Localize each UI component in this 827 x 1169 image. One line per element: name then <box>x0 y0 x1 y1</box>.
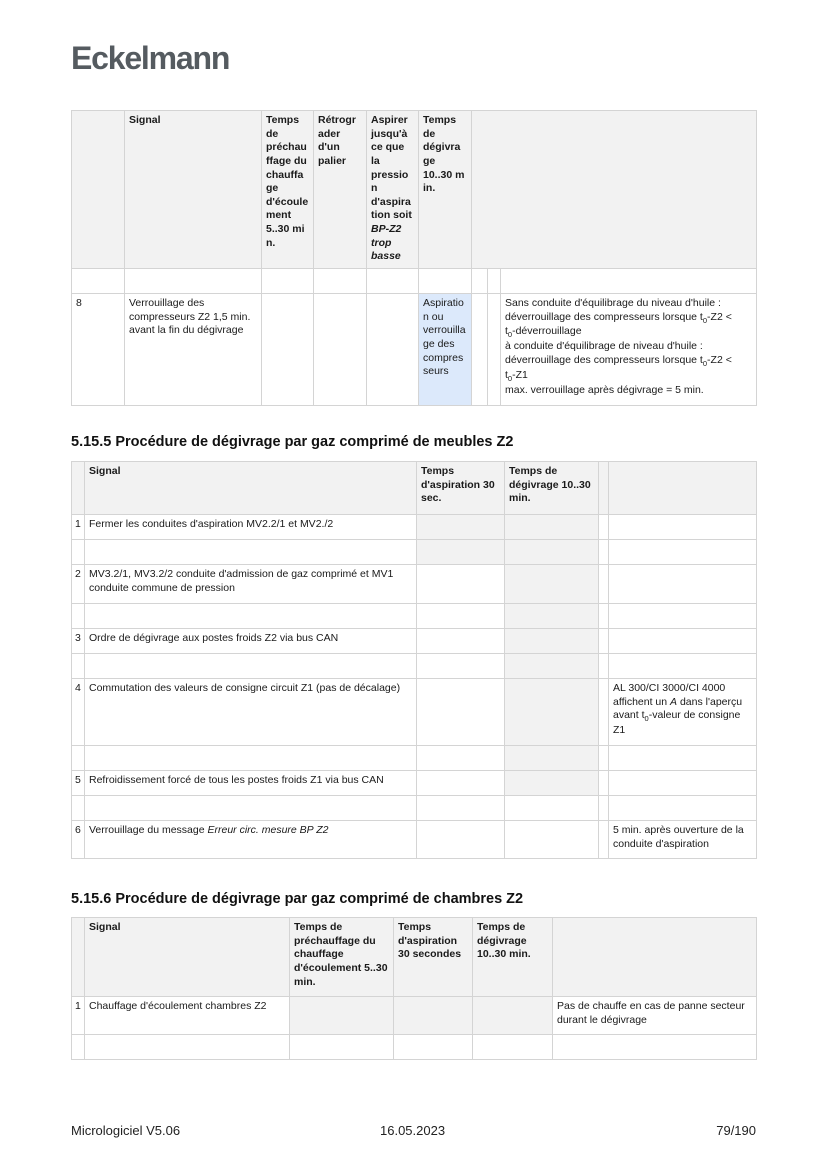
table-row: 1 Fermer les conduites d'aspiration MV2.2/1 et MV2./2 <box>72 515 757 540</box>
footer-firmware: Micrologiciel V5.06 <box>71 1123 181 1138</box>
table-row: 3 Ordre de dégivrage aux postes froids Z2 via bus CAN <box>72 629 757 654</box>
table-row: 1 Chauffage d'écoulement chambres Z2 Pas de chauffe en cas de panne secteur durant le dégivrage <box>72 997 757 1035</box>
header-signal: Signal <box>85 918 290 997</box>
table-row: 2 MV3.2/1, MV3.2/2 conduite d'admission de gaz comprimé et MV1 conduite commune de pression <box>72 565 757 604</box>
row-note: Pas de chauffe en cas de panne secteur durant le dégivrage <box>553 997 757 1035</box>
row-note: 5 min. après ouverture de la conduite d'aspiration <box>609 821 757 859</box>
table-header-row <box>72 462 757 515</box>
section-title-5-15-5: 5.15.5 Procédure de dégivrage par gaz comprimé de meubles Z2 <box>71 434 514 450</box>
header-signal: Signal <box>125 111 262 269</box>
table-continuation <box>71 110 757 406</box>
header-suction: Temps d'aspiration 30 secondes <box>394 918 473 997</box>
header-defrost: Temps de dégivrage 10..30 min. <box>505 462 599 515</box>
section-title-5-15-6: 5.15.6 Procédure de dégivrage par gaz comprimé de chambres Z2 <box>71 891 524 907</box>
header-cell-num <box>72 111 125 269</box>
table-header-row <box>72 111 757 269</box>
header-suction-italic: BP-Z2 trop basse <box>371 223 402 263</box>
header-signal: Signal <box>85 462 417 515</box>
row-signal: Verrouillage des compresseurs Z2 1,5 min. avant la fin du dégivrage <box>125 294 262 406</box>
header-empty <box>472 111 757 269</box>
header-preheat: Temps de préchau ffage du chauffa ge d'écoule ment 5..30 mi n. <box>262 111 314 269</box>
row-number: 8 <box>72 294 125 406</box>
header-defrost: Temps de dégivra ge 10..30 m in. <box>419 111 472 269</box>
footer-page: 79/190 <box>716 1123 756 1138</box>
row-note: Sans conduite d'équilibrage du niveau d'huile : déverrouillage des compresseurs lorsque $t_0-Z2$ < $t_0$-déverrouillage à conduite d'équilibrage de niveau d'huile : déverrouillage des compresseurs lorsque $t_0-Z2$ < $t_0-Z1$ max. verrouillage après dégivrage = 5 min. <box>501 294 757 406</box>
header-suction: Temps d'aspiration 30 sec. <box>417 462 505 515</box>
row-suction-cell: Aspiratio n ou verrouilla ge des compres seurs <box>419 294 472 406</box>
table-row-empty <box>72 269 757 294</box>
table-row: 6 Verrouillage du message Erreur circ. mesure BP Z2 5 min. après ouverture de la conduite d'aspiration <box>72 821 757 859</box>
table-row: 4 Commutation des valeurs de consigne circuit Z1 (pas de décalage) AL 300/CI 3000/CI 4000 affichent un A dans l'aperçu avant $t_0$-valeur de consigne Z1 <box>72 679 757 746</box>
table-header-row <box>72 918 757 997</box>
footer-date: 16.05.2023 <box>380 1123 446 1138</box>
header-defrost: Temps de dégivrage 10..30 min. <box>473 918 553 997</box>
header-step-down: Rétrogr ader d'un palier <box>314 111 367 269</box>
row-note: AL 300/CI 3000/CI 4000 affichent un A dans l'aperçu avant $t_0$-valeur de consigne Z1 <box>609 679 757 746</box>
table-rooms-defrost <box>71 917 757 1060</box>
table-cabinets-defrost <box>71 461 757 859</box>
eckelmann-logo: Eckelmann <box>71 40 230 76</box>
header-suction-text: Aspirer jusqu'à ce que la pressio n d'aspira tion soit <box>371 114 412 222</box>
table-row: 5 Refroidissement forcé de tous les postes froids Z1 via bus CAN <box>72 771 757 796</box>
header-suction <box>367 111 419 269</box>
header-preheat: Temps de préchauffage du chauffage d'écoulement 5..30 min. <box>290 918 394 997</box>
table-row-8 <box>72 294 757 406</box>
